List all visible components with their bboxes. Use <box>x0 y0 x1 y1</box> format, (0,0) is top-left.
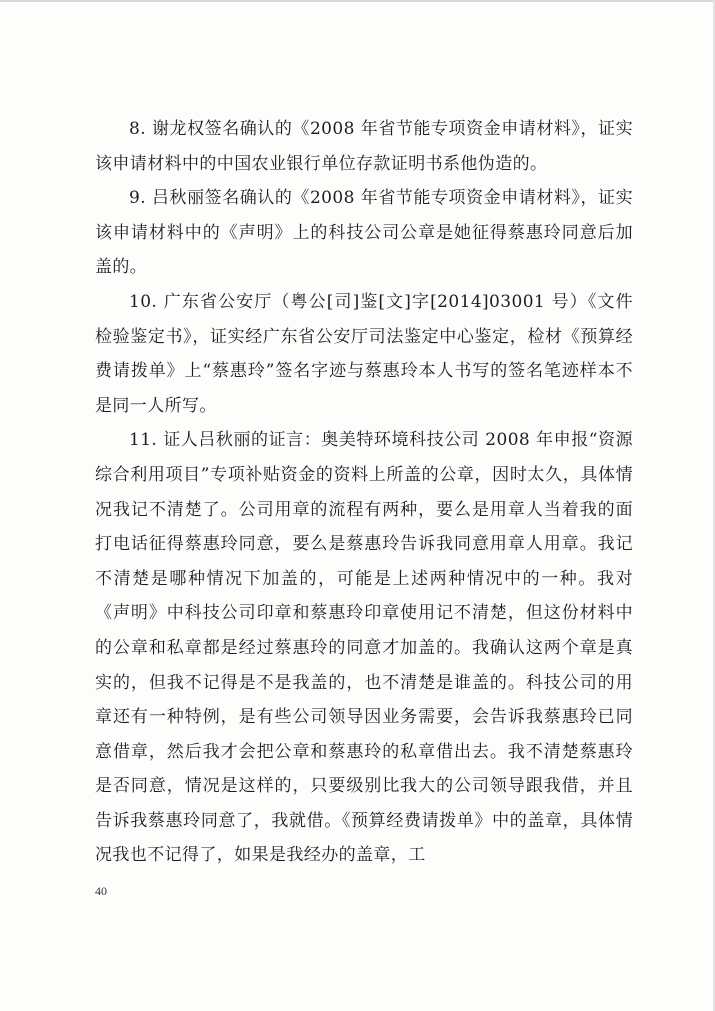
page-top-edge <box>0 0 715 2</box>
document-body <box>95 112 633 873</box>
paragraph-item-11: 11. 证人吕秋丽的证言：奥美特环境科技公司 2008 年申报“资源综合利用项目”专项补贴资金的资料上所盖的公章，因时太久，具体情况我记不清楚了。公司用章的流程有两种，要么是用章人当着我的面打电话征得蔡惠玲同意，要么是蔡惠玲告诉我同意用章人用章。我记不清楚是哪种情况下加盖的，可能是上述两种情况中的一种。我对《声明》中科技公司印章和蔡惠玲印章使用记不清楚，但这份材料中的公章和私章都是经过蔡惠玲的同意才加盖的。我确认这两个章是真实的，但我不记得是不是我盖的，也不清楚是谁盖的。科技公司的用章还有一种特例，是有些公司领导因业务需要，会告诉我蔡惠玲已同意借章，然后我才会把公章和蔡惠玲的私章借出去。我不清楚蔡惠玲是否同意，情况是这样的，只要级别比我大的公司领导跟我借，并且告诉我蔡惠玲同意了，我就借。《预算经费请拨单》中的盖章，具体情况我也不记得了，如果是我经办的盖章，工 <box>95 430 633 866</box>
page-number: 40 <box>95 884 107 898</box>
paragraph-item-9: 9. 吕秋丽签名确认的《2008 年省节能专项资金申请材料》，证实该申请材料中的《声明》上的科技公司公章是她征得蔡惠玲同意后加盖的。 <box>95 188 633 278</box>
paragraph-item-8: 8. 谢龙权签名确认的《2008 年省节能专项资金申请材料》，证实该申请材料中的中国农业银行单位存款证明书系他伪造的。 <box>95 119 633 174</box>
paragraph-item-10: 10. 广东省公安厅（粤公[司]鉴[文]字[2014]03001 号）《文件检验鉴定书》，证实经广东省公安厅司法鉴定中心鉴定，检材《预算经费请拨单》上“蔡惠玲”签名字迹与蔡惠玲本人书写的签名笔迹样本不是同一人所写。 <box>95 291 633 416</box>
